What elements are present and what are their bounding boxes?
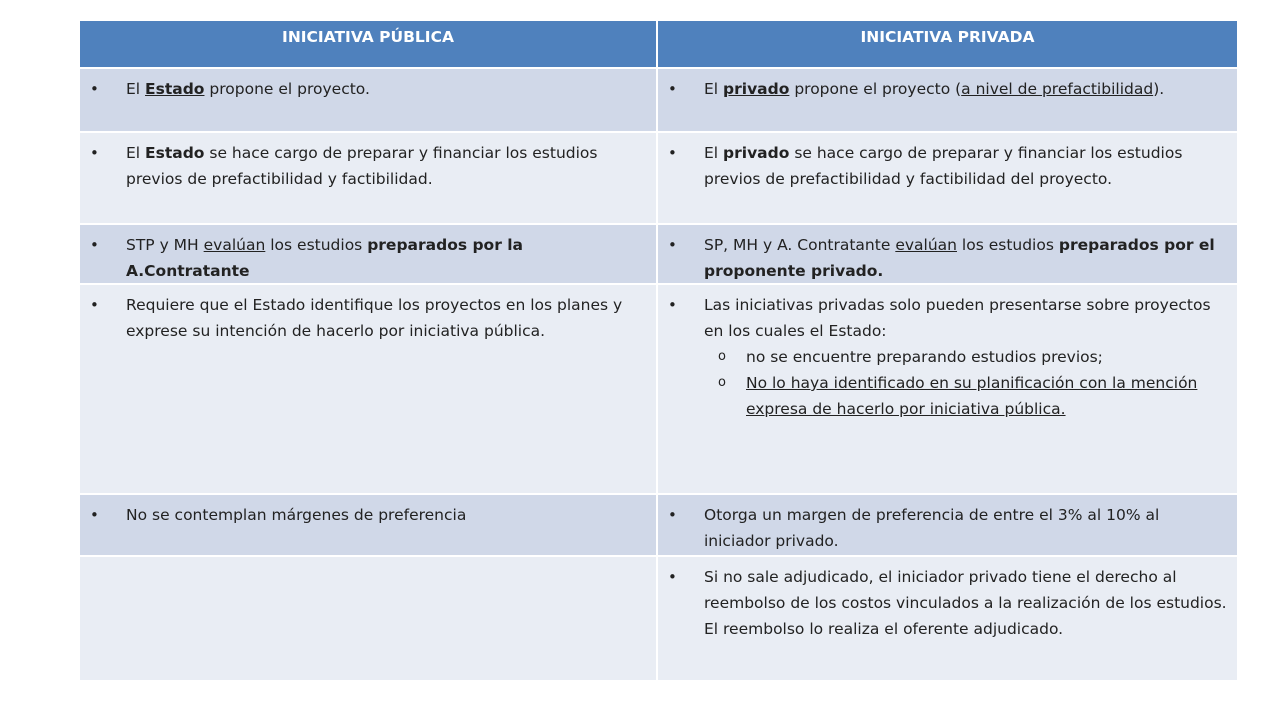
list-item: • Si no sale adjudicado, el iniciador privado tiene el derecho al reembolso de los costos vinculados a la realización de los estudios. El reembolso lo realiza el oferente adjudicado.	[668, 564, 1229, 642]
table-row	[80, 495, 1237, 557]
header-row	[80, 21, 1237, 69]
table-row	[80, 557, 1237, 682]
row1-public	[80, 69, 658, 133]
table-row	[80, 225, 1237, 285]
table-row	[80, 285, 1237, 495]
row3-public	[80, 225, 658, 285]
table-row	[80, 69, 1237, 133]
list-item: • El Estado se hace cargo de preparar y financiar los estudios previos de prefactibilidad y factibilidad.	[90, 140, 648, 192]
list-item: • Requiere que el Estado identifique los proyectos en los planes y exprese su intención de hacerlo por iniciativa pública.	[90, 292, 648, 344]
comparison-table	[80, 21, 1237, 682]
sub-list-item: o No lo haya identificado en su planificación con la mención expresa de hacerlo por iniciativa pública.	[704, 370, 1229, 422]
list-item: • El privado propone el proyecto (a nivel de prefactibilidad).	[668, 76, 1229, 102]
row3-private	[658, 225, 1237, 285]
row4-private	[658, 285, 1237, 495]
list-item: • El privado se hace cargo de preparar y financiar los estudios previos de prefactibilidad y factibilidad del proyecto.	[668, 140, 1229, 192]
row6-private	[658, 557, 1237, 682]
row6-public-empty	[80, 557, 658, 682]
row2-private	[658, 133, 1237, 225]
row5-private	[658, 495, 1237, 557]
row4-public	[80, 285, 658, 495]
list-item: • Otorga un margen de preferencia de entre el 3% al 10% al iniciador privado.	[668, 502, 1229, 554]
table-row	[80, 133, 1237, 225]
row5-public	[80, 495, 658, 557]
list-item: • No se contemplan márgenes de preferencia	[90, 502, 648, 528]
list-item: • STP y MH evalúan los estudios preparados por la A.Contratante	[90, 232, 648, 284]
sub-list-item: o no se encuentre preparando estudios previos;	[704, 344, 1229, 370]
header-private: INICIATIVA PRIVADA	[658, 21, 1237, 69]
row1-private	[658, 69, 1237, 133]
list-item: • Las iniciativas privadas solo pueden presentarse sobre proyectos en los cuales el Estado: o no se encuentre preparando estudios previos; o No lo haya identificado en su planificación con la mención expresa de hacerlo por iniciativa pública.	[668, 292, 1229, 422]
list-item: • El Estado propone el proyecto.	[90, 76, 648, 102]
list-item: • SP, MH y A. Contratante evalúan los estudios preparados por el proponente privado.	[668, 232, 1229, 284]
header-public: INICIATIVA PÚBLICA	[80, 21, 658, 69]
row2-public	[80, 133, 658, 225]
